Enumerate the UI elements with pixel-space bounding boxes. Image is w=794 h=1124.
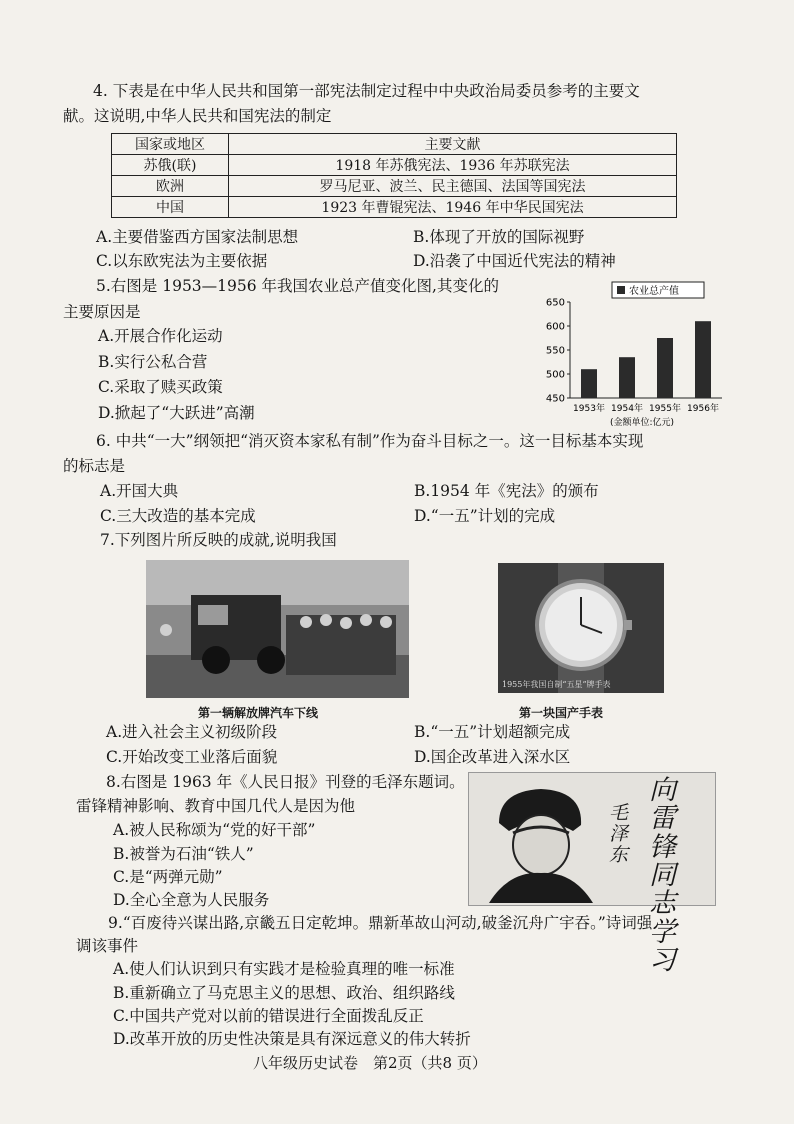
q4-option-c: C.以东欧宪法为主要依据 [96,252,268,270]
q7-option-c: C.开始改变工业落后面貌 [106,748,278,766]
legend-swatch [617,286,625,294]
q5-option-b: B.实行公私合营 [98,353,208,371]
q6-stem-line2: 的标志是 [63,457,126,475]
table-header-row [112,134,677,155]
watch-photo [498,563,664,693]
q8-stem-line1: 8.右图是 1963 年《人民日报》刊登的毛泽东题词。 [106,773,465,791]
q8-stem-line2: 雷锋精神影响、教育中国几代人是因为他 [76,797,356,815]
bar-1955年 [657,338,673,398]
q6-option-c: C.三大改造的基本完成 [100,507,256,525]
q8-option-d: D.全心全意为人民服务 [113,891,270,909]
truck-photo-art [146,560,409,698]
q4-option-b: B.体现了开放的国际视野 [413,228,585,246]
q6-option-b: B.1954 年《宪法》的颁布 [414,482,599,500]
literature-table [111,133,677,218]
q6-stem-line1: 6. 中共“一大”纲领把“消灭资本家私有制”作为奋斗目标之一。这一目标基本实现 [96,432,644,450]
unit-note: (金额单位:亿元) [609,418,675,428]
q9-stem-line2: 调该事件 [76,937,139,955]
watch-art [498,563,664,693]
x-tick-label: 1954年 [611,404,643,414]
x-tick-label: 1955年 [649,404,681,414]
x-tick-label: 1953年 [573,404,605,414]
inscription-text: 向雷锋同志学习 [649,775,676,977]
legend-label: 农业总产值 [629,286,679,297]
q9-option-a: A.使人们认识到只有实践才是检验真理的唯一标准 [113,960,455,978]
x-tick-label: 1956年 [687,404,719,414]
table-row [112,176,677,197]
bar-1954年 [619,357,635,398]
bar-1956年 [695,321,711,398]
q5-option-d: D.掀起了“大跃进”高潮 [98,404,255,422]
q7-stem: 7.下列图片所反映的成就,说明我国 [100,531,337,549]
watch-caption: 第一块国产手表 [519,706,604,720]
q6-option-d: D.“一五”计划的完成 [414,507,556,525]
page-footer: 八年级历史试卷 第2页（共8 页） [253,1054,487,1072]
q8-option-a: A.被人民称颂为“党的好干部” [113,821,316,839]
truck-photo [146,560,409,698]
q5-stem-line1: 5.右图是 1953—1956 年我国农业总产值变化图,其变化的 [96,277,499,295]
table-cell: 1918 年苏俄宪法、1936 年苏联宪法 [229,155,677,176]
y-tick-label: 450 [545,393,565,405]
y-tick-label: 650 [545,297,565,309]
table-header-cell: 国家或地区 [112,134,229,155]
table-header-cell: 主要文献 [229,134,677,155]
table-row [112,155,677,176]
q9-option-c: C.中国共产党对以前的错误进行全面拨乱反正 [113,1007,424,1025]
q7-option-a: A.进入社会主义初级阶段 [106,723,278,741]
table-cell: 1923 年曹锟宪法、1946 年中华民国宪法 [229,197,677,218]
truck-caption: 第一辆解放牌汽车下线 [198,706,319,720]
q6-option-a: A.开国大典 [100,482,179,500]
q4-option-d: D.沿袭了中国近代宪法的精神 [413,252,616,270]
q5-stem-line2: 主要原因是 [63,303,141,321]
q9-option-b: B.重新确立了马克思主义的思想、政治、组织路线 [113,984,455,1002]
bar-1953年 [581,369,597,398]
y-tick-label: 600 [545,321,565,333]
table-cell: 欧洲 [112,176,229,197]
q9-option-d: D.改革开放的历史性决策是具有深远意义的伟大转折 [113,1030,471,1048]
agri-output-bar-chart [530,278,730,428]
q9-stem-line1: 9.“百废待兴谋出路,京畿五日定乾坤。鼎新革故山河动,破釜沉舟广宇吞。”诗词强 [108,914,653,932]
inscription-signature: 毛泽东 [609,802,629,866]
q7-option-d: D.国企改革进入深水区 [414,748,571,766]
q7-option-b: B.“一五”计划超额完成 [414,723,571,741]
table-cell: 苏俄(联) [112,155,229,176]
table-cell: 罗马尼亚、波兰、民主德国、法国等国宪法 [229,176,677,197]
q5-option-c: C.采取了赎买政策 [98,378,223,396]
q5-option-a: A.开展合作化运动 [98,327,223,345]
q4-option-a: A.主要借鉴西方国家法制思想 [96,228,299,246]
q8-option-b: B.被誉为石油“铁人” [113,845,254,863]
table-cell: 中国 [112,197,229,218]
watch-photo-caption: 1955年我国自制“五星”牌手表 [502,680,611,690]
y-tick-label: 550 [545,345,565,357]
q8-option-c: C.是“两弹元勋” [113,868,223,886]
q4-stem-line2: 献。这说明,中华人民共和国宪法的制定 [63,107,332,125]
table-row [112,197,677,218]
q4-stem-line1: 4. 下表是在中华人民共和国第一部宪法制定过程中中央政治局委员参考的主要文 [93,82,640,100]
y-tick-label: 500 [545,369,565,381]
leifeng-inscription-image [468,772,716,977]
